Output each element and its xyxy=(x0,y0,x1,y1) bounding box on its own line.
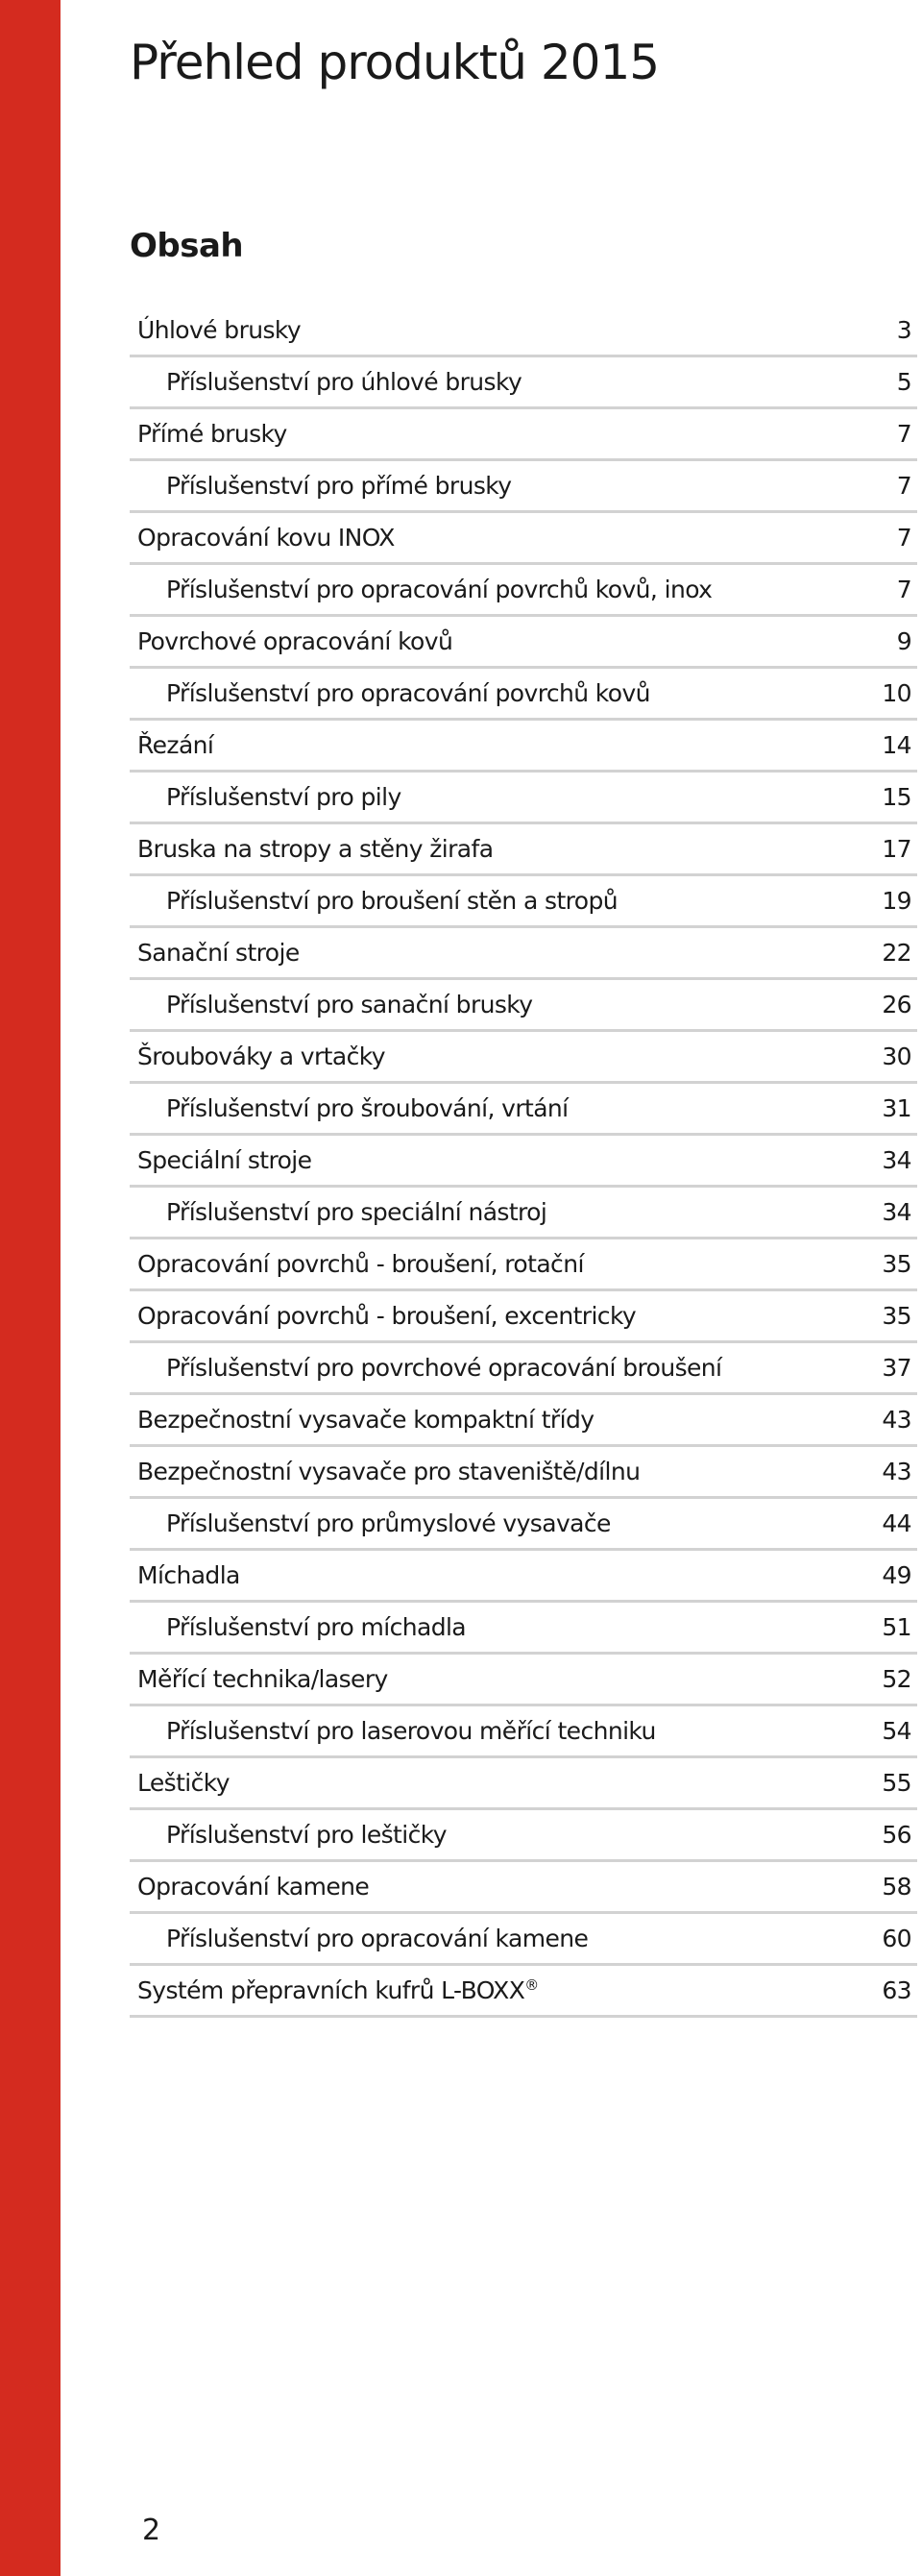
toc-entry-page-number: 19 xyxy=(882,887,911,915)
toc-entry[interactable] xyxy=(130,306,917,357)
toc-entry-label xyxy=(137,524,395,552)
toc-entry-page-number: 10 xyxy=(882,679,911,707)
toc-entry-label-text: Příslušenství pro broušení stěn a stropů xyxy=(166,887,618,915)
toc-entry[interactable] xyxy=(130,513,917,565)
toc-entry-label-text: Příslušenství pro speciální nástroj xyxy=(166,1198,547,1226)
table-of-contents xyxy=(130,306,917,2018)
toc-entry-page-number: 58 xyxy=(882,1873,911,1901)
toc-entry-label-text: Přímé brusky xyxy=(137,420,287,448)
toc-entry-label xyxy=(137,1769,230,1797)
toc-entry-page-number: 3 xyxy=(896,316,911,344)
toc-entry-page-number: 55 xyxy=(882,1769,911,1797)
toc-entry-page-number: 7 xyxy=(896,524,911,552)
toc-entry-page-number: 7 xyxy=(896,420,911,448)
toc-entry-page-number: 44 xyxy=(882,1509,911,1537)
toc-entry[interactable] xyxy=(130,1758,917,1810)
toc-entry-label-text: Řezání xyxy=(137,731,214,759)
toc-entry[interactable] xyxy=(130,928,917,980)
toc-entry-page-number: 5 xyxy=(896,368,911,396)
toc-entry-page-number: 9 xyxy=(896,627,911,655)
toc-entry-page-number: 63 xyxy=(882,1976,911,2004)
toc-entry-page-number: 37 xyxy=(882,1354,911,1382)
toc-entry-label-text: Povrchové opracování kovů xyxy=(137,627,453,655)
toc-entry[interactable] xyxy=(130,1032,917,1084)
toc-entry-label xyxy=(137,1613,466,1641)
toc-entry[interactable] xyxy=(130,617,917,669)
toc-subentry[interactable] xyxy=(130,565,917,617)
toc-entry-page-number: 35 xyxy=(882,1250,911,1278)
toc-subentry[interactable] xyxy=(130,1343,917,1395)
accent-sidebar-bar xyxy=(0,0,61,2576)
toc-entry-label-text: Měřící technika/lasery xyxy=(137,1665,388,1693)
toc-entry-page-number: 34 xyxy=(882,1146,911,1174)
toc-subentry[interactable] xyxy=(130,669,917,721)
toc-entry-label xyxy=(137,1925,588,1952)
toc-entry-label xyxy=(137,1665,388,1693)
toc-entry[interactable] xyxy=(130,1395,917,1447)
toc-subentry[interactable] xyxy=(130,1914,917,1966)
toc-entry-page-number: 14 xyxy=(882,731,911,759)
toc-entry-label-text: Sanační stroje xyxy=(137,939,300,967)
toc-entry-label-text: Úhlové brusky xyxy=(137,316,302,344)
toc-entry-label xyxy=(137,1509,611,1537)
toc-entry-label xyxy=(137,939,300,967)
toc-entry-label-text: Příslušenství pro sanační brusky xyxy=(166,991,533,1018)
toc-entry-page-number: 22 xyxy=(882,939,911,967)
toc-entry[interactable] xyxy=(130,1551,917,1603)
toc-entry[interactable] xyxy=(130,721,917,773)
toc-entry-label xyxy=(137,1094,569,1122)
toc-entry-label-text: Bezpečnostní vysavače kompaktní třídy xyxy=(137,1406,594,1434)
toc-entry-page-number: 54 xyxy=(882,1717,911,1745)
toc-entry-label-text: Opracování kamene xyxy=(137,1873,370,1901)
toc-entry-page-number: 7 xyxy=(896,472,911,500)
toc-entry[interactable] xyxy=(130,1966,917,2018)
toc-subentry[interactable] xyxy=(130,357,917,409)
toc-entry-page-number: 31 xyxy=(882,1094,911,1122)
toc-entry-label-text: Příslušenství pro opracování kamene xyxy=(166,1925,589,1952)
toc-entry-label xyxy=(137,1146,311,1174)
toc-entry-page-number: 17 xyxy=(882,835,911,863)
toc-entry-label xyxy=(137,368,522,396)
toc-entry-page-number: 56 xyxy=(882,1821,911,1849)
toc-subentry[interactable] xyxy=(130,1188,917,1239)
toc-entry-label xyxy=(137,472,511,500)
toc-entry-page-number: 15 xyxy=(882,783,911,811)
toc-entry-label xyxy=(137,420,287,448)
toc-subentry[interactable] xyxy=(130,876,917,928)
toc-entry-label-text: Opracování povrchů - broušení, rotační xyxy=(137,1250,584,1278)
toc-entry-page-number: 30 xyxy=(882,1043,911,1070)
toc-subentry[interactable] xyxy=(130,1603,917,1655)
toc-entry-label-text: Příslušenství pro průmyslové vysavače xyxy=(166,1509,611,1537)
toc-entry-label xyxy=(137,1198,546,1226)
toc-entry-label-text: Příslušenství pro přímé brusky xyxy=(166,472,512,500)
toc-entry-page-number: 34 xyxy=(882,1198,911,1226)
toc-entry-label xyxy=(137,1821,447,1849)
toc-entry-label-text: Příslušenství pro povrchové opracování broušení xyxy=(166,1354,722,1382)
toc-entry-label xyxy=(137,991,532,1018)
toc-entry-label xyxy=(137,679,650,707)
toc-subentry[interactable] xyxy=(130,773,917,824)
toc-entry-label xyxy=(137,1354,721,1382)
toc-entry-page-number: 60 xyxy=(882,1925,911,1952)
toc-entry-page-number: 26 xyxy=(882,991,911,1018)
toc-entry-label xyxy=(137,1250,584,1278)
toc-entry-label xyxy=(137,576,712,603)
toc-entry-label-text: Příslušenství pro šroubování, vrtání xyxy=(166,1094,569,1122)
toc-entry-label-text: Speciální stroje xyxy=(137,1146,312,1174)
toc-subentry[interactable] xyxy=(130,1810,917,1862)
toc-entry-label xyxy=(137,887,618,915)
toc-entry-label xyxy=(137,627,452,655)
toc-entry[interactable] xyxy=(130,824,917,876)
toc-entry-label-text: Bruska na stropy a stěny žirafa xyxy=(137,835,494,863)
toc-entry-label-text: Opracování povrchů - broušení, excentricky xyxy=(137,1302,637,1330)
toc-entry-label xyxy=(137,1458,640,1485)
toc-entry-label-text: Příslušenství pro pily xyxy=(166,783,401,811)
toc-entry-label xyxy=(137,316,301,344)
toc-entry-label xyxy=(137,1043,385,1070)
toc-entry-page-number: 35 xyxy=(882,1302,911,1330)
toc-entry-label-text: Leštičky xyxy=(137,1769,230,1797)
toc-entry-label-text: Míchadla xyxy=(137,1561,240,1589)
toc-entry-label-text: Systém přepravních kufrů L-BOXX xyxy=(137,1976,525,2004)
toc-entry-label-text: Příslušenství pro laserovou měřící techniku xyxy=(166,1717,656,1745)
registered-trademark-mark: ® xyxy=(524,1976,539,1994)
toc-entry[interactable] xyxy=(130,1447,917,1499)
toc-entry[interactable] xyxy=(130,1239,917,1291)
page-number: 2 xyxy=(142,2514,161,2547)
page-title: Přehled produktů 2015 xyxy=(130,35,660,90)
toc-entry[interactable] xyxy=(130,1136,917,1188)
toc-subentry[interactable] xyxy=(130,461,917,513)
toc-entry-label-text: Příslušenství pro opracování povrchů kovů xyxy=(166,679,650,707)
toc-entry-label xyxy=(137,835,493,863)
toc-entry-label xyxy=(137,783,401,811)
toc-entry-page-number: 7 xyxy=(896,576,911,603)
toc-entry-label xyxy=(137,731,213,759)
toc-entry-label xyxy=(137,1561,240,1589)
toc-entry-label xyxy=(137,1976,539,2004)
toc-entry-label-text: Opracování kovu INOX xyxy=(137,524,395,552)
toc-entry-page-number: 49 xyxy=(882,1561,911,1589)
toc-entry-label-text: Příslušenství pro opracování povrchů kovů, inox xyxy=(166,576,713,603)
toc-entry-label-text: Příslušenství pro úhlové brusky xyxy=(166,368,522,396)
toc-entry-page-number: 43 xyxy=(882,1406,911,1434)
toc-entry-label-text: Šroubováky a vrtačky xyxy=(137,1043,385,1070)
toc-entry[interactable] xyxy=(130,1655,917,1706)
toc-entry[interactable] xyxy=(130,409,917,461)
toc-subentry[interactable] xyxy=(130,980,917,1032)
toc-entry-page-number: 43 xyxy=(882,1458,911,1485)
toc-entry-label-text: Bezpečnostní vysavače pro staveniště/dílnu xyxy=(137,1458,641,1485)
toc-entry-page-number: 51 xyxy=(882,1613,911,1641)
toc-entry-label xyxy=(137,1873,369,1901)
toc-entry-page-number: 52 xyxy=(882,1665,911,1693)
toc-entry-label-text: Příslušenství pro leštičky xyxy=(166,1821,447,1849)
toc-subentry[interactable] xyxy=(130,1706,917,1758)
toc-entry[interactable] xyxy=(130,1862,917,1914)
contents-heading: Obsah xyxy=(130,227,244,265)
toc-subentry[interactable] xyxy=(130,1084,917,1136)
toc-entry-label xyxy=(137,1302,636,1330)
toc-entry[interactable] xyxy=(130,1291,917,1343)
toc-subentry[interactable] xyxy=(130,1499,917,1551)
toc-entry-label xyxy=(137,1717,656,1745)
toc-entry-label xyxy=(137,1406,594,1434)
toc-entry-label-text: Příslušenství pro míchadla xyxy=(166,1613,467,1641)
